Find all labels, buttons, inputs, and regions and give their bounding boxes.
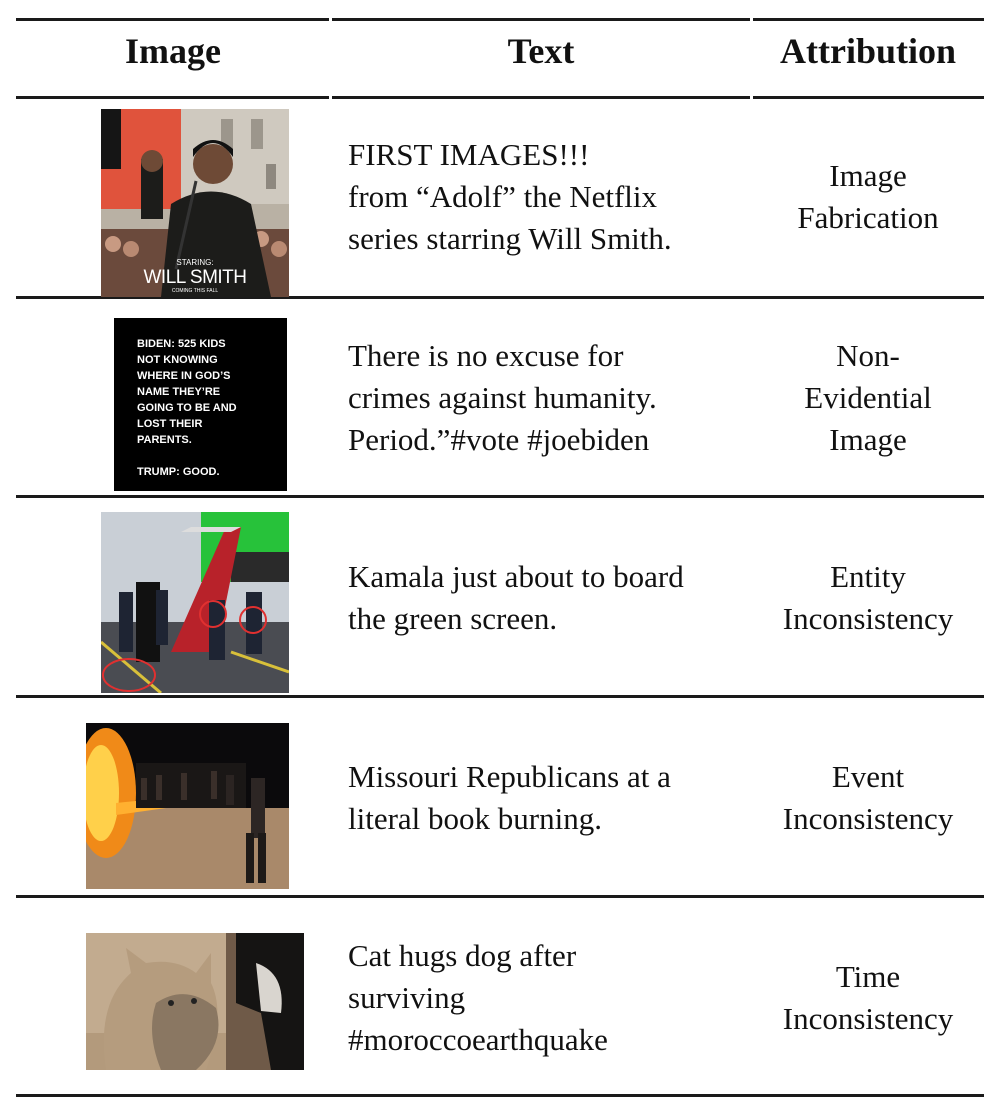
attribution-line: Inconsistency [782,801,954,836]
attribution-line: Event [831,759,905,794]
row-rule [16,495,984,498]
text-line: surviving [348,980,466,1015]
attribution-line: Image [829,422,907,457]
row-3-image [101,512,289,693]
card-line: WHERE IN GOD’S [137,370,231,382]
text-line: FIRST IMAGES!!! [348,137,590,172]
text-line: #moroccoearthquake [348,1022,608,1057]
row-1-image [101,109,289,297]
row-2-attribution [752,335,984,461]
attribution-line: Entity [830,559,906,594]
text-line: the green screen. [348,601,558,636]
text-line: Kamala just about to board [348,559,684,594]
row-rule [16,695,984,698]
header-rule [16,96,984,99]
will-smith-label: WILL SMITH [143,267,247,288]
text-line: from “Adolf” the Netflix [348,179,658,214]
card-line: GOING TO BE AND [137,402,237,414]
attribution-line: Image [829,158,907,193]
staring-label: STARING: [176,258,214,267]
biden-card-text [137,336,237,480]
row-2-text [348,335,748,461]
row-4-image [86,723,289,889]
row-2-image [114,318,287,491]
card-line: NOT KNOWING [137,354,218,366]
row-rule [16,895,984,898]
text-line: Period.”#vote #joebiden [348,422,650,457]
row-1-text [348,134,748,260]
attribution-line: Fabrication [797,200,939,235]
attribution-line: Evidential [804,380,932,415]
attribution-line: Time [835,959,901,994]
row-5-attribution [752,956,984,1040]
card-spacer [137,448,237,464]
coming-label: COMING THIS FALL [171,288,219,294]
text-line: crimes against humanity. [348,380,657,415]
card-line: NAME THEY’RE [137,386,221,398]
text-line: literal book burning. [348,801,602,836]
attribution-line: Inconsistency [782,1001,954,1036]
row-5-image [86,933,304,1070]
row-1-attribution [752,155,984,239]
header-attribution: Attribution [779,31,956,71]
text-line: Missouri Republicans at a [348,759,671,794]
bottom-rule [16,1094,984,1097]
header-text: Text [507,31,575,71]
text-line: Cat hugs dog after [348,938,577,973]
row-4-text [348,756,748,840]
attribution-line: Non- [836,338,900,373]
row-4-attribution [752,756,984,840]
top-rule [16,18,984,21]
row-3-text [348,556,748,640]
card-line: LOST THEIR [137,418,203,430]
header-image: Image [125,31,221,71]
card-line: BIDEN: 525 KIDS [137,338,226,350]
text-line: There is no excuse for [348,338,624,373]
row-3-attribution [752,556,984,640]
card-line: PARENTS. [137,434,192,446]
attribution-line: Inconsistency [782,601,954,636]
text-line: series starring Will Smith. [348,221,672,256]
card-line: TRUMP: GOOD. [137,466,220,478]
row-5-text [348,935,748,1061]
